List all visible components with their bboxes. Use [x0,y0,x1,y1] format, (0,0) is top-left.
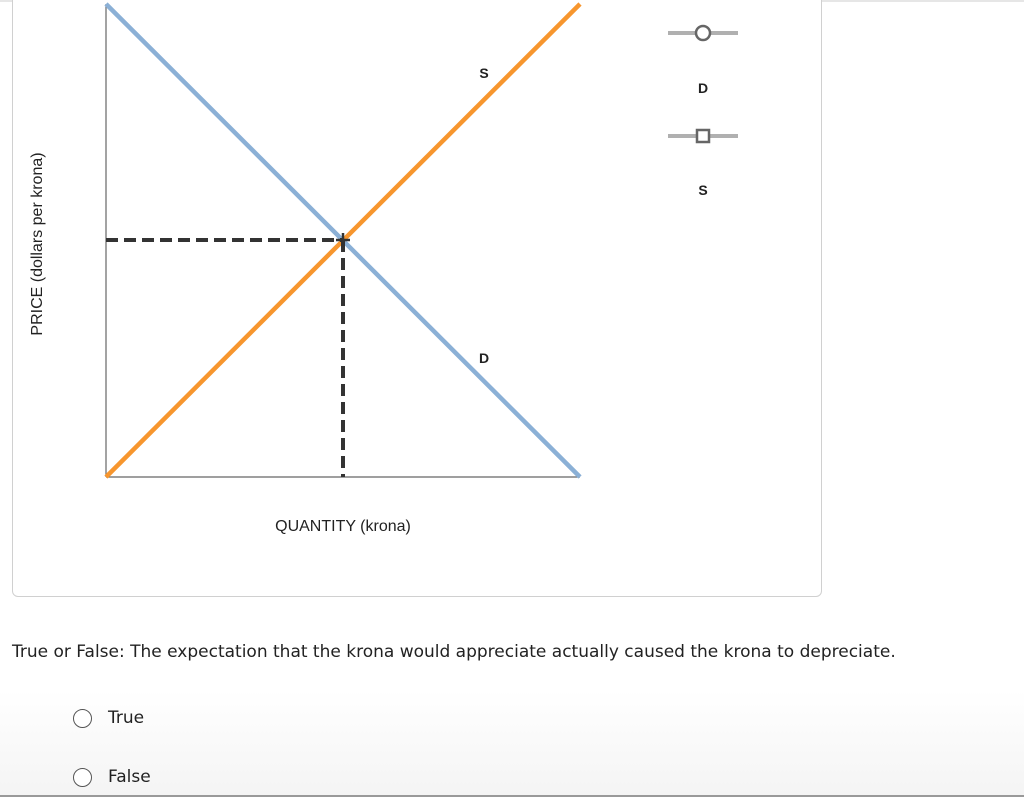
option-true-label: True [108,708,145,728]
demand-tool-label: D [697,80,709,96]
option-false[interactable] [73,767,151,787]
x-axis-label: QUANTITY (krona) [275,518,411,535]
option-true[interactable] [73,708,144,728]
supply-tool[interactable] [668,130,738,142]
demand-tool[interactable] [668,26,738,40]
true-radio-button[interactable] [73,709,92,728]
supply-curve-label: S [479,65,489,81]
answer-area [0,690,1024,797]
y-axis-label: PRICE (dollars per krona) [29,152,46,336]
supply-tool-label: S [698,182,708,198]
square-handle-icon [697,130,709,142]
question-text: True or False: The expectation that the krona would appreciate actually caused the krona to depreciate. [12,642,896,662]
demand-curve-label: D [478,350,490,366]
false-radio-button[interactable] [73,768,92,787]
option-false-label: False [108,767,151,787]
circle-handle-icon [696,26,710,40]
